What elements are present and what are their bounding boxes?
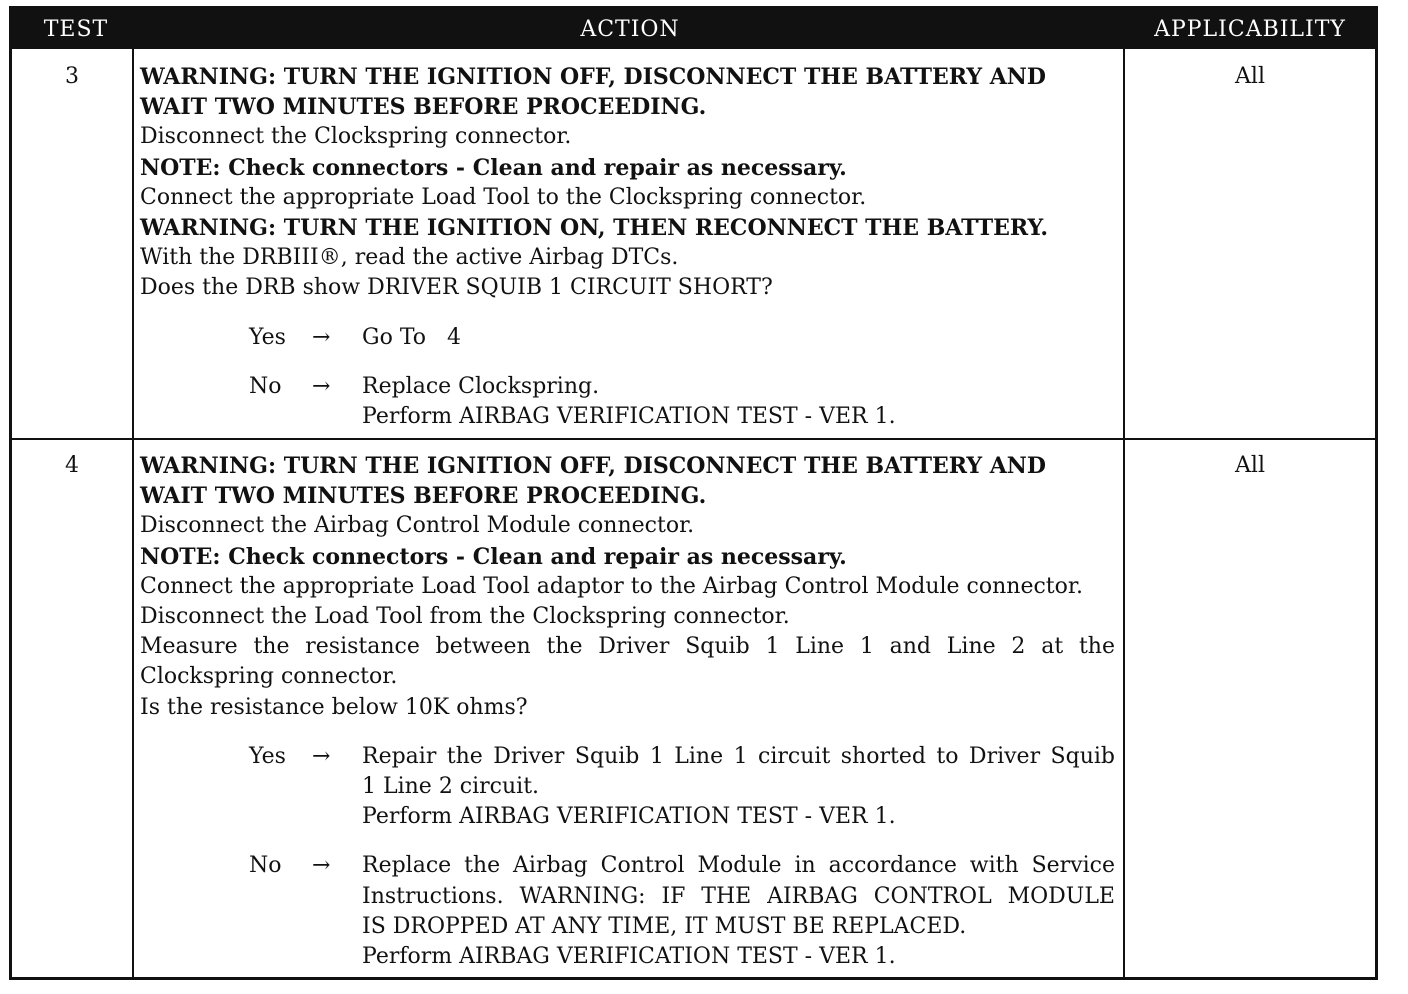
- instruction-text: Disconnect the Load Tool from the Clockspring connector.: [140, 604, 790, 630]
- arrow-icon: →: [312, 373, 331, 399]
- question-text: Is the resistance below 10K ohms?: [140, 694, 528, 720]
- branch-result: [362, 851, 1115, 972]
- result-line: Replace Clockspring.: [362, 373, 600, 399]
- result-line: Go To 4: [362, 324, 461, 350]
- diagnostic-table: [9, 6, 1378, 980]
- result-line: Perform AIRBAG VERIFICATION TEST - VER 1.: [362, 804, 896, 830]
- result-line: Replace the Airbag Control Module in accordance with Service: [362, 853, 1115, 879]
- applicability-cell: All: [1235, 64, 1265, 89]
- instruction-text: Connect the appropriate Load Tool to the Clockspring connector.: [140, 184, 867, 210]
- result-line: IS DROPPED AT ANY TIME, IT MUST BE REPLACED.: [362, 913, 967, 939]
- result-line: Perform AIRBAG VERIFICATION TEST - VER 1.: [362, 944, 896, 970]
- instruction-text: Disconnect the Airbag Control Module connector.: [140, 513, 695, 539]
- note-text: NOTE: Check connectors - Clean and repair as necessary.: [140, 543, 847, 570]
- result-line: Instructions. WARNING: IF THE AIRBAG CONTROL MODULE: [362, 883, 1115, 909]
- branch-result: [362, 372, 1115, 432]
- arrow-icon: →: [312, 743, 331, 769]
- branch-result: [362, 323, 1115, 353]
- branch-yes: [140, 742, 1115, 833]
- test-number: 3: [65, 64, 79, 89]
- table-row: [12, 440, 1375, 977]
- test-number: 4: [65, 453, 79, 478]
- header-test: TEST: [43, 17, 109, 42]
- arrow-icon: →: [312, 853, 331, 879]
- table-row: [12, 51, 1375, 438]
- header-applicability: APPLICABILITY: [1154, 17, 1346, 42]
- instruction-text: Disconnect the Clockspring connector.: [140, 124, 572, 150]
- action-cell: [140, 62, 1115, 432]
- branch-label: No: [249, 853, 282, 879]
- action-cell: [140, 451, 1115, 972]
- warning-text: WARNING: TURN THE IGNITION OFF, DISCONNECT THE BATTERY AND: [140, 453, 1046, 479]
- question-text: Does the DRB show DRIVER SQUIB 1 CIRCUIT SHORT?: [140, 275, 773, 301]
- warning-text: WARNING: TURN THE IGNITION OFF, DISCONNECT THE BATTERY AND: [140, 64, 1046, 90]
- warning-text: WAIT TWO MINUTES BEFORE PROCEEDING.: [140, 483, 707, 510]
- result-line: Repair the Driver Squib 1 Line 1 circuit shorted to Driver Squib: [362, 743, 1115, 769]
- note-text: NOTE: Check connectors - Clean and repair as necessary.: [140, 154, 847, 181]
- branch-label: Yes: [249, 324, 286, 350]
- header-action: ACTION: [580, 17, 680, 42]
- warning-text: WARNING: TURN THE IGNITION ON, THEN RECONNECT THE BATTERY.: [140, 215, 1049, 242]
- instruction-text: Connect the appropriate Load Tool adaptor to the Airbag Control Module connector.: [140, 573, 1083, 599]
- branch-no: [140, 372, 1115, 432]
- result-line: Perform AIRBAG VERIFICATION TEST - VER 1.: [362, 404, 896, 430]
- applicability-cell: All: [1235, 453, 1265, 478]
- branch-label: No: [249, 373, 282, 399]
- arrow-icon: →: [312, 324, 331, 350]
- branch-yes: [140, 323, 1115, 353]
- result-line: 1 Line 2 circuit.: [362, 774, 540, 800]
- branch-label: Yes: [249, 743, 286, 769]
- table-header: [12, 9, 1375, 49]
- instruction-text: Measure the resistance between the Driver Squib 1 Line 1 and Line 2 at the Clockspring connector.: [140, 634, 1115, 690]
- warning-text: WAIT TWO MINUTES BEFORE PROCEEDING.: [140, 94, 707, 121]
- instruction-text: With the DRBIII®, read the active Airbag DTCs.: [140, 245, 679, 271]
- branch-result: [362, 742, 1115, 833]
- branch-no: [140, 851, 1115, 972]
